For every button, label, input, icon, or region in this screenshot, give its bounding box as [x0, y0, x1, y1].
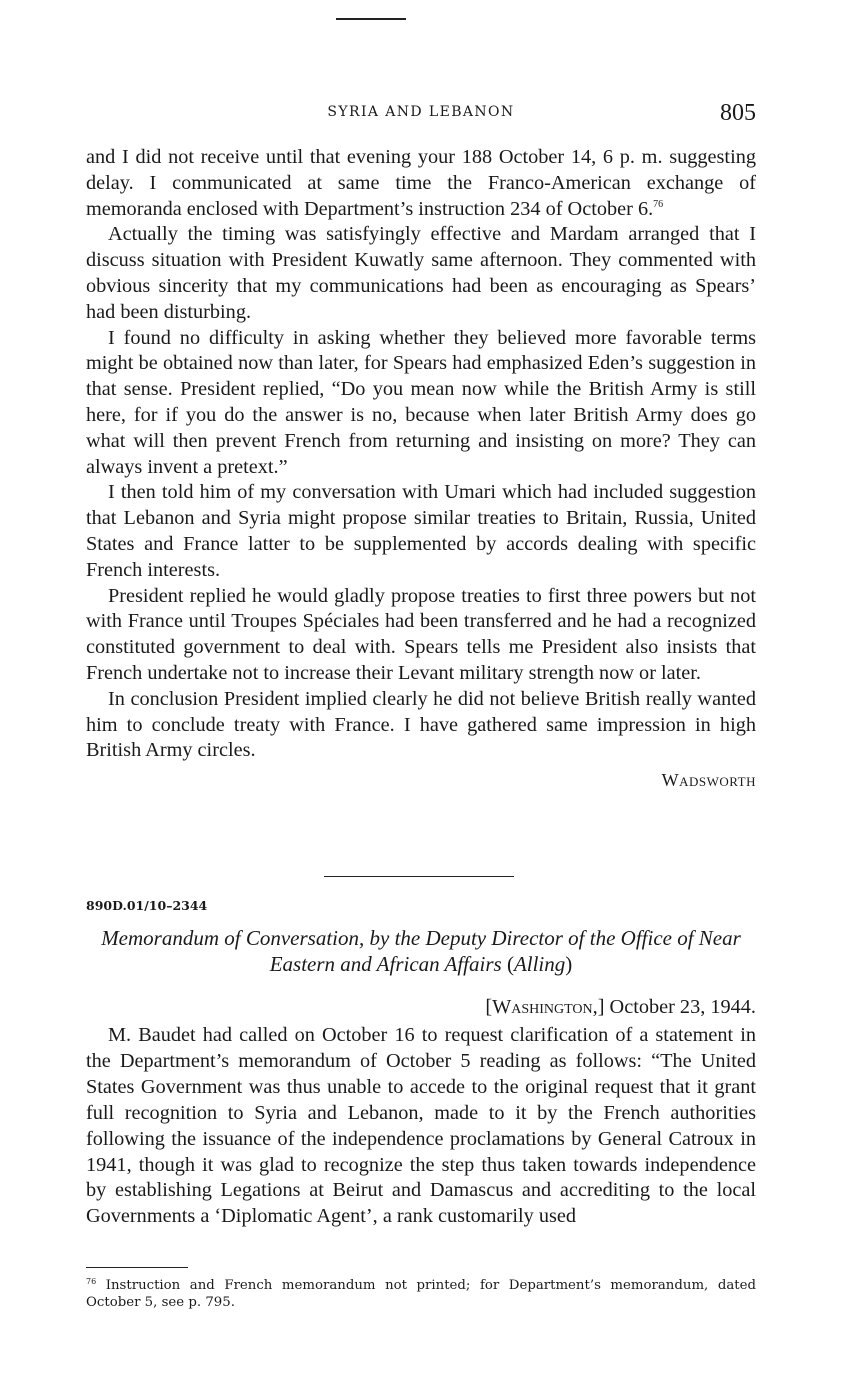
title-main: Memorandum of Conversation, by the Deputy Director of the Office of Near Eastern and African Affairs [101, 926, 741, 976]
page-number: 805 [720, 100, 756, 126]
telegram-paragraph-6: In conclusion President implied clearly he did not believe British really wanted him to conclude treaty with France. I have gathered same impression in high British Army circles. [86, 687, 756, 762]
title-close-paren: ) [565, 952, 573, 976]
running-title: SYRIA AND LEBANON [327, 104, 515, 120]
footnote-rule [86, 1267, 188, 1268]
dateline [485, 996, 756, 1019]
top-rule [336, 18, 406, 20]
footnote-marker: 76 [86, 1277, 97, 1286]
running-head [86, 100, 756, 128]
telegram-paragraph-1: and I did not receive until that evening your 188 October 14, 6 p. m. suggesting delay. I communicated at same time the Franco-American exchange of memoranda enclosed with Department’s instruction 234 of October 6.76 [86, 146, 756, 220]
signature: Wadsworth [661, 770, 756, 791]
memo-paragraph-1: M. Baudet had called on October 16 to request clarification of a statement in the Department’s memorandum of October 5 reading as follows: “The United States Government was thus unable to accede to the original request that it grant full recognition to Syria and Lebanon, made to it by the French authorities following the issuance of the independence proclamations by General Catroux in 1941, though it was glad to recognize the step thus taken towards independence by establishing Legations at Beirut and Damascus and accrediting to the local Governments a ‘Diplomatic Agent’, a rank customarily used [86, 1024, 756, 1228]
file-number: 890D.01/10–2344 [86, 898, 208, 913]
footnote-ref: 76 [653, 198, 664, 210]
section-divider [324, 876, 514, 877]
document-title [86, 925, 756, 977]
telegram-paragraph-5: President replied he would gladly propose treaties to first three powers but not with France until Troupes Spéciales had been transferred and he had a recognized constituted government to deal with. Spears tells me President also insists that French undertake not to increase their Levant military strength now or later. [86, 584, 756, 684]
title-name: Alling [513, 952, 566, 976]
memo-body [86, 1023, 756, 1230]
footnote-text: Instruction and French memorandum not printed; for Department’s memorandum, dated October 5, see p. 795. [86, 1278, 756, 1310]
telegram-paragraph-3: I found no difficulty in asking whether they believed more favorable terms might be obtained now than later, for Spears had emphasized Eden’s suggestion in that sense. President replied, “Do you mean now while the British Army is still here, for if you do the answer is no, because when later British Army does go what will then prevent French from returning and insisting on more? They can always invent a pretext.” [86, 326, 756, 478]
telegram-paragraph-2: Actually the timing was satisfyingly effective and Mardam arranged that I discuss situation with President Kuwatly same afternoon. They commented with obvious sincerity that my communications had been as encouraging as Spears’ had been disturbing. [86, 223, 756, 323]
dateline-place: [Washington,] [485, 996, 605, 1018]
telegram-paragraph-4: I then told him of my conversation with Umari which had included suggestion that Lebanon and Syria might propose similar treaties to Britain, Russia, United States and France latter to be supplemented by accords dealing with specific French interests. [86, 481, 756, 581]
footnote [86, 1277, 756, 1311]
title-open-paren: ( [506, 952, 514, 976]
dateline-date: October 23, 1944. [609, 996, 756, 1018]
telegram-body [86, 145, 756, 794]
